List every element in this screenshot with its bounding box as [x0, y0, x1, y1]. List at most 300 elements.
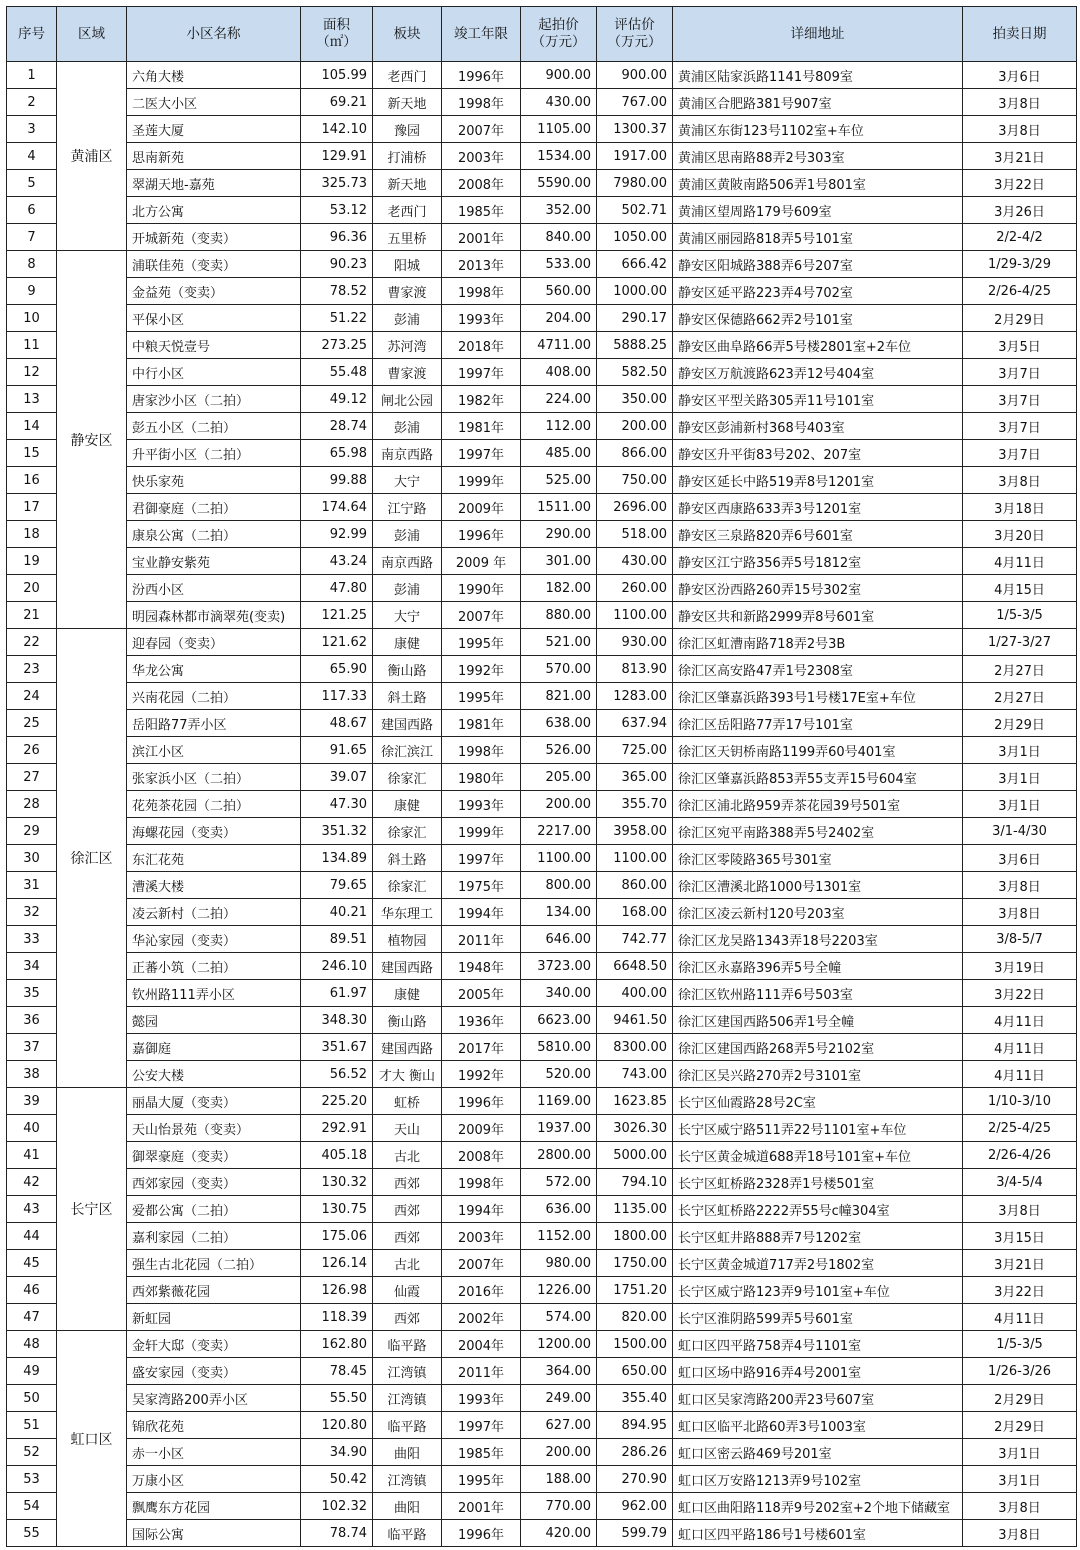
cell-year: 1996年	[442, 1088, 521, 1115]
cell-date: 4月11日	[963, 1007, 1077, 1034]
cell-no: 32	[7, 899, 57, 926]
cell-date: 4月11日	[963, 1061, 1077, 1088]
cell-block: 徐家汇	[373, 764, 442, 791]
cell-address: 徐汇区岳阳路77弄17号101室	[673, 710, 963, 737]
cell-start-price: 1226.00	[521, 1277, 597, 1304]
cell-year: 1981年	[442, 710, 521, 737]
cell-block: 新天地	[373, 170, 442, 197]
cell-no: 6	[7, 197, 57, 224]
cell-name: 开城新苑（变卖）	[127, 224, 301, 251]
cell-address: 徐汇区建国西路268弄5号2102室	[673, 1034, 963, 1061]
cell-area: 65.90	[301, 656, 373, 683]
cell-date: 3月22日	[963, 980, 1077, 1007]
cell-eval-price: 1100.00	[597, 602, 673, 629]
cell-start-price: 2217.00	[521, 818, 597, 845]
cell-name: 中行小区	[127, 359, 301, 386]
cell-no: 17	[7, 494, 57, 521]
cell-no: 2	[7, 89, 57, 116]
cell-block: 老西门	[373, 197, 442, 224]
cell-eval-price: 270.90	[597, 1466, 673, 1493]
cell-address: 长宁区威宁路511弄22号1101室+车位	[673, 1115, 963, 1142]
cell-date: 1/5-3/5	[963, 602, 1077, 629]
cell-eval-price: 860.00	[597, 872, 673, 899]
cell-date: 2/2-4/2	[963, 224, 1077, 251]
table-row	[7, 872, 1077, 899]
cell-year: 2003年	[442, 143, 521, 170]
cell-address: 静安区三泉路820弄6号601室	[673, 521, 963, 548]
cell-start-price: 627.00	[521, 1412, 597, 1439]
cell-year: 1980年	[442, 764, 521, 791]
cell-address: 黄浦区黄陂南路506弄1号801室	[673, 170, 963, 197]
cell-eval-price: 3026.30	[597, 1115, 673, 1142]
table-body	[7, 62, 1077, 1547]
cell-area: 78.52	[301, 278, 373, 305]
cell-address: 黄浦区陆家浜路1141号809室	[673, 62, 963, 89]
cell-address: 静安区延长中路519弄8号1201室	[673, 467, 963, 494]
cell-date: 3月20日	[963, 521, 1077, 548]
cell-no: 26	[7, 737, 57, 764]
cell-block: 建国西路	[373, 1034, 442, 1061]
cell-year: 2011年	[442, 926, 521, 953]
cell-address: 长宁区淮阴路599弄5号601室	[673, 1304, 963, 1331]
cell-block: 康健	[373, 980, 442, 1007]
cell-block: 曹家渡	[373, 359, 442, 386]
cell-eval-price: 794.10	[597, 1169, 673, 1196]
cell-block: 康健	[373, 791, 442, 818]
cell-eval-price: 894.95	[597, 1412, 673, 1439]
cell-start-price: 880.00	[521, 602, 597, 629]
cell-area: 130.32	[301, 1169, 373, 1196]
cell-no: 5	[7, 170, 57, 197]
table-row	[7, 629, 1077, 656]
cell-block: 建国西路	[373, 953, 442, 980]
cell-area: 120.80	[301, 1412, 373, 1439]
cell-eval-price: 286.26	[597, 1439, 673, 1466]
cell-no: 53	[7, 1466, 57, 1493]
cell-name: 飘鹰东方花园	[127, 1493, 301, 1520]
cell-name: 花苑茶花园（二拍）	[127, 791, 301, 818]
cell-name: 岳阳路77弄小区	[127, 710, 301, 737]
cell-name: 东汇花苑	[127, 845, 301, 872]
cell-eval-price: 260.00	[597, 575, 673, 602]
header-no: 序号	[7, 7, 57, 62]
cell-name: 钦州路111弄小区	[127, 980, 301, 1007]
cell-date: 1/29-3/29	[963, 251, 1077, 278]
cell-year: 1998年	[442, 278, 521, 305]
cell-date: 2月27日	[963, 683, 1077, 710]
table-row	[7, 116, 1077, 143]
cell-block: 徐汇滨江	[373, 737, 442, 764]
table-row	[7, 359, 1077, 386]
cell-area: 325.73	[301, 170, 373, 197]
table-row	[7, 521, 1077, 548]
cell-start-price: 770.00	[521, 1493, 597, 1520]
cell-no: 24	[7, 683, 57, 710]
cell-area: 55.48	[301, 359, 373, 386]
cell-block: 阳城	[373, 251, 442, 278]
table-row	[7, 440, 1077, 467]
cell-no: 11	[7, 332, 57, 359]
cell-area: 134.89	[301, 845, 373, 872]
cell-address: 黄浦区望周路179号609室	[673, 197, 963, 224]
cell-name: 滨江小区	[127, 737, 301, 764]
cell-area: 47.30	[301, 791, 373, 818]
cell-address: 静安区平型关路305弄11号101室	[673, 386, 963, 413]
table-row	[7, 1304, 1077, 1331]
cell-no: 19	[7, 548, 57, 575]
table-row	[7, 548, 1077, 575]
cell-start-price: 1105.00	[521, 116, 597, 143]
table-row	[7, 1196, 1077, 1223]
cell-district: 静安区	[57, 251, 127, 629]
cell-no: 34	[7, 953, 57, 980]
cell-eval-price: 168.00	[597, 899, 673, 926]
cell-block: 五里桥	[373, 224, 442, 251]
cell-eval-price: 1283.00	[597, 683, 673, 710]
table-row	[7, 602, 1077, 629]
table-row	[7, 1088, 1077, 1115]
cell-date: 3/4-5/4	[963, 1169, 1077, 1196]
cell-address: 黄浦区东街123号1102室+车位	[673, 116, 963, 143]
cell-block: 苏河湾	[373, 332, 442, 359]
cell-no: 43	[7, 1196, 57, 1223]
cell-date: 2/26-4/25	[963, 278, 1077, 305]
cell-year: 1994年	[442, 899, 521, 926]
cell-date: 3月7日	[963, 413, 1077, 440]
cell-year: 2007年	[442, 602, 521, 629]
cell-start-price: 352.00	[521, 197, 597, 224]
cell-no: 35	[7, 980, 57, 1007]
cell-start-price: 290.00	[521, 521, 597, 548]
cell-block: 临平路	[373, 1520, 442, 1547]
cell-address: 虹口区密云路469号201室	[673, 1439, 963, 1466]
cell-name: 赤一小区	[127, 1439, 301, 1466]
cell-name: 宝业静安紫苑	[127, 548, 301, 575]
table-row	[7, 251, 1077, 278]
cell-name: 漕溪大楼	[127, 872, 301, 899]
cell-name: 强生古北花园（二拍）	[127, 1250, 301, 1277]
cell-name: 升平街小区（二拍）	[127, 440, 301, 467]
cell-block: 彭浦	[373, 305, 442, 332]
cell-year: 1996年	[442, 62, 521, 89]
cell-address: 黄浦区丽园路818弄5号101室	[673, 224, 963, 251]
cell-block: 斜土路	[373, 683, 442, 710]
table-row	[7, 980, 1077, 1007]
cell-start-price: 821.00	[521, 683, 597, 710]
cell-no: 36	[7, 1007, 57, 1034]
cell-area: 99.88	[301, 467, 373, 494]
cell-year: 1997年	[442, 359, 521, 386]
cell-no: 22	[7, 629, 57, 656]
cell-no: 15	[7, 440, 57, 467]
cell-year: 1995年	[442, 683, 521, 710]
cell-no: 23	[7, 656, 57, 683]
cell-block: 徐家汇	[373, 818, 442, 845]
cell-eval-price: 8300.00	[597, 1034, 673, 1061]
cell-area: 174.64	[301, 494, 373, 521]
cell-block: 彭浦	[373, 521, 442, 548]
cell-year: 1992年	[442, 1061, 521, 1088]
cell-date: 3月8日	[963, 89, 1077, 116]
table-row	[7, 332, 1077, 359]
cell-name: 快乐家苑	[127, 467, 301, 494]
cell-date: 4月11日	[963, 1034, 1077, 1061]
cell-name: 吴家湾路200弄小区	[127, 1385, 301, 1412]
cell-year: 1992年	[442, 656, 521, 683]
cell-name: 彭五小区（二拍）	[127, 413, 301, 440]
cell-eval-price: 750.00	[597, 467, 673, 494]
cell-no: 38	[7, 1061, 57, 1088]
cell-start-price: 182.00	[521, 575, 597, 602]
cell-year: 2008年	[442, 1142, 521, 1169]
cell-block: 临平路	[373, 1412, 442, 1439]
cell-area: 48.67	[301, 710, 373, 737]
cell-year: 1994年	[442, 1196, 521, 1223]
cell-area: 40.21	[301, 899, 373, 926]
cell-eval-price: 1800.00	[597, 1223, 673, 1250]
cell-start-price: 533.00	[521, 251, 597, 278]
cell-area: 53.12	[301, 197, 373, 224]
cell-year: 2007年	[442, 116, 521, 143]
cell-block: 新天地	[373, 89, 442, 116]
cell-date: 3月8日	[963, 1493, 1077, 1520]
cell-block: 彭浦	[373, 575, 442, 602]
cell-name: 御翠豪庭（变卖）	[127, 1142, 301, 1169]
cell-year: 2005年	[442, 980, 521, 1007]
cell-year: 1948年	[442, 953, 521, 980]
cell-no: 13	[7, 386, 57, 413]
cell-start-price: 205.00	[521, 764, 597, 791]
cell-date: 2月27日	[963, 656, 1077, 683]
cell-name: 盛安家园（变卖）	[127, 1358, 301, 1385]
cell-area: 273.25	[301, 332, 373, 359]
cell-address: 静安区江宁路356弄5号1812室	[673, 548, 963, 575]
table-row	[7, 1277, 1077, 1304]
table-row	[7, 413, 1077, 440]
cell-year: 1995年	[442, 1466, 521, 1493]
cell-no: 18	[7, 521, 57, 548]
cell-eval-price: 637.94	[597, 710, 673, 737]
cell-no: 48	[7, 1331, 57, 1358]
cell-name: 懿园	[127, 1007, 301, 1034]
cell-area: 43.24	[301, 548, 373, 575]
cell-start-price: 112.00	[521, 413, 597, 440]
header-district: 区域	[57, 7, 127, 62]
cell-address: 长宁区黄金城道717弄2号1802室	[673, 1250, 963, 1277]
cell-block: 江湾镇	[373, 1466, 442, 1493]
cell-area: 39.07	[301, 764, 373, 791]
table-row	[7, 224, 1077, 251]
cell-date: 3月1日	[963, 737, 1077, 764]
cell-name: 金益苑（变卖）	[127, 278, 301, 305]
table-row	[7, 710, 1077, 737]
cell-start-price: 570.00	[521, 656, 597, 683]
cell-eval-price: 1500.00	[597, 1331, 673, 1358]
cell-address: 徐汇区零陵路365号301室	[673, 845, 963, 872]
cell-area: 51.22	[301, 305, 373, 332]
cell-address: 徐汇区吴兴路270弄2号3101室	[673, 1061, 963, 1088]
table-row	[7, 953, 1077, 980]
cell-eval-price: 200.00	[597, 413, 673, 440]
cell-name: 平保小区	[127, 305, 301, 332]
cell-name: 思南新苑	[127, 143, 301, 170]
cell-year: 1982年	[442, 386, 521, 413]
cell-date: 3月5日	[963, 332, 1077, 359]
cell-block: 才大 衡山	[373, 1061, 442, 1088]
cell-area: 121.62	[301, 629, 373, 656]
cell-name: 国际公寓	[127, 1520, 301, 1547]
cell-start-price: 5810.00	[521, 1034, 597, 1061]
cell-address: 徐汇区宛平南路388弄5号2402室	[673, 818, 963, 845]
cell-date: 4月15日	[963, 575, 1077, 602]
cell-eval-price: 1100.00	[597, 845, 673, 872]
cell-date: 3月6日	[963, 845, 1077, 872]
cell-name: 新虹园	[127, 1304, 301, 1331]
cell-block: 南京西路	[373, 440, 442, 467]
cell-date: 3月1日	[963, 1466, 1077, 1493]
table-row	[7, 305, 1077, 332]
cell-area: 246.10	[301, 953, 373, 980]
cell-date: 3月22日	[963, 1277, 1077, 1304]
cell-eval-price: 3958.00	[597, 818, 673, 845]
cell-address: 虹口区四平路186号1号楼601室	[673, 1520, 963, 1547]
cell-area: 61.97	[301, 980, 373, 1007]
cell-block: 大宁	[373, 467, 442, 494]
cell-start-price: 560.00	[521, 278, 597, 305]
cell-no: 52	[7, 1439, 57, 1466]
cell-area: 65.98	[301, 440, 373, 467]
cell-year: 2011年	[442, 1358, 521, 1385]
table-row	[7, 1142, 1077, 1169]
cell-name: 北方公寓	[127, 197, 301, 224]
cell-block: 闸北公园	[373, 386, 442, 413]
cell-name: 康泉公寓（二拍）	[127, 521, 301, 548]
cell-no: 42	[7, 1169, 57, 1196]
cell-block: 天山	[373, 1115, 442, 1142]
cell-start-price: 980.00	[521, 1250, 597, 1277]
cell-area: 79.65	[301, 872, 373, 899]
cell-name: 翠湖天地-嘉苑	[127, 170, 301, 197]
cell-eval-price: 5888.25	[597, 332, 673, 359]
cell-area: 142.10	[301, 116, 373, 143]
table-row	[7, 656, 1077, 683]
cell-area: 28.74	[301, 413, 373, 440]
cell-no: 16	[7, 467, 57, 494]
cell-address: 静安区曲阜路66弄5号楼2801室+2车位	[673, 332, 963, 359]
header-date: 拍卖日期	[963, 7, 1077, 62]
table-row	[7, 1034, 1077, 1061]
cell-date: 2月29日	[963, 305, 1077, 332]
cell-no: 47	[7, 1304, 57, 1331]
cell-address: 静安区升平街83号202、207室	[673, 440, 963, 467]
cell-no: 27	[7, 764, 57, 791]
cell-district: 长宁区	[57, 1088, 127, 1331]
cell-date: 3月8日	[963, 116, 1077, 143]
cell-date: 3月15日	[963, 1223, 1077, 1250]
cell-name: 锦欣花苑	[127, 1412, 301, 1439]
cell-eval-price: 813.90	[597, 656, 673, 683]
cell-start-price: 521.00	[521, 629, 597, 656]
cell-date: 3月7日	[963, 440, 1077, 467]
cell-year: 2001年	[442, 224, 521, 251]
cell-name: 君御豪庭（二拍）	[127, 494, 301, 521]
cell-year: 1997年	[442, 440, 521, 467]
cell-no: 1	[7, 62, 57, 89]
cell-no: 8	[7, 251, 57, 278]
header-year: 竣工年限	[442, 7, 521, 62]
cell-start-price: 1169.00	[521, 1088, 597, 1115]
cell-start-price: 134.00	[521, 899, 597, 926]
cell-no: 20	[7, 575, 57, 602]
cell-date: 1/5-3/5	[963, 1331, 1077, 1358]
cell-eval-price: 2696.00	[597, 494, 673, 521]
cell-eval-price: 430.00	[597, 548, 673, 575]
table-row	[7, 1250, 1077, 1277]
cell-address: 黄浦区思南路88弄2号303室	[673, 143, 963, 170]
cell-area: 105.99	[301, 62, 373, 89]
header-start-price: 起拍价 （万元）	[521, 7, 597, 62]
cell-start-price: 1100.00	[521, 845, 597, 872]
cell-area: 89.51	[301, 926, 373, 953]
cell-eval-price: 350.00	[597, 386, 673, 413]
cell-no: 28	[7, 791, 57, 818]
cell-eval-price: 518.00	[597, 521, 673, 548]
cell-date: 3月19日	[963, 953, 1077, 980]
cell-name: 兴南花园（二拍）	[127, 683, 301, 710]
cell-start-price: 840.00	[521, 224, 597, 251]
cell-no: 25	[7, 710, 57, 737]
cell-area: 130.75	[301, 1196, 373, 1223]
cell-address: 徐汇区漕溪北路1000号1301室	[673, 872, 963, 899]
table-row	[7, 1331, 1077, 1358]
cell-address: 黄浦区合肥路381号907室	[673, 89, 963, 116]
header-name: 小区名称	[127, 7, 301, 62]
cell-no: 49	[7, 1358, 57, 1385]
cell-no: 39	[7, 1088, 57, 1115]
cell-area: 117.33	[301, 683, 373, 710]
cell-name: 二医大小区	[127, 89, 301, 116]
header-eval-price: 评估价 （万元）	[597, 7, 673, 62]
cell-no: 46	[7, 1277, 57, 1304]
cell-no: 3	[7, 116, 57, 143]
cell-date: 3月18日	[963, 494, 1077, 521]
cell-no: 29	[7, 818, 57, 845]
cell-address: 静安区汾西路260弄15号302室	[673, 575, 963, 602]
cell-year: 2018年	[442, 332, 521, 359]
cell-start-price: 636.00	[521, 1196, 597, 1223]
cell-date: 3月1日	[963, 1439, 1077, 1466]
cell-area: 162.80	[301, 1331, 373, 1358]
cell-start-price: 572.00	[521, 1169, 597, 1196]
cell-start-price: 4711.00	[521, 332, 597, 359]
cell-year: 1975年	[442, 872, 521, 899]
table-row	[7, 467, 1077, 494]
cell-area: 90.23	[301, 251, 373, 278]
cell-eval-price: 355.40	[597, 1385, 673, 1412]
cell-date: 3月8日	[963, 899, 1077, 926]
cell-eval-price: 5000.00	[597, 1142, 673, 1169]
cell-date: 1/27-3/27	[963, 629, 1077, 656]
cell-year: 1998年	[442, 89, 521, 116]
cell-start-price: 526.00	[521, 737, 597, 764]
cell-year: 1993年	[442, 305, 521, 332]
cell-start-price: 2800.00	[521, 1142, 597, 1169]
cell-start-price: 364.00	[521, 1358, 597, 1385]
cell-start-price: 204.00	[521, 305, 597, 332]
cell-eval-price: 599.79	[597, 1520, 673, 1547]
cell-address: 静安区阳城路388弄6号207室	[673, 251, 963, 278]
cell-start-price: 485.00	[521, 440, 597, 467]
